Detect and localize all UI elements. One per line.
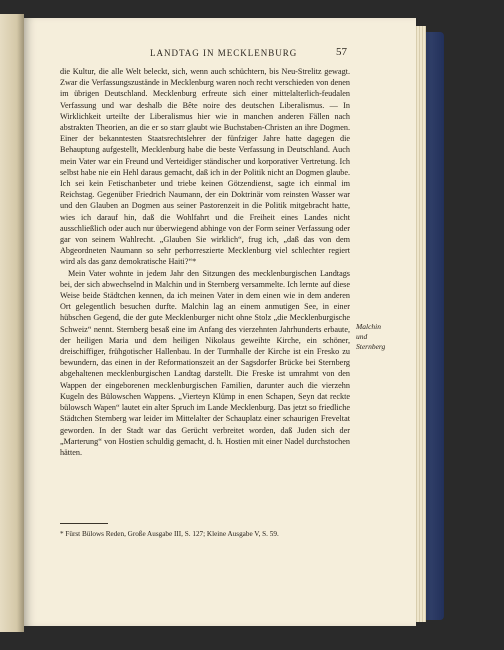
margin-note-line: Malchin <box>356 322 381 331</box>
paragraph-1: die Kultur, die alle Welt beleckt, sich, wenn auch schüchtern, bis Neu-Strelitz gewagt. Zwar die Verfassungszustände in Mecklenburg waren noch recht verschieden von denen im übrigen Deutschland. Mecklenburg erfreute sich einer mittelalterlich-feudalen Verfassung und war deshalb die Bête noire des deutschen Liberalismus. — In Wirklichkeit urteilte der Liberalismus hier wie in manchen anderen Fällen nach abstrakten Theorien, an die er so starr glaubt wie Buchstaben-Christen an ihre Dogmen. Einer der bekanntesten Staatsrechtslehrer der fünfziger Jahre hatte dagegen die Behauptung aufgestellt, Mecklenburg habe die beste Verfassung in Deutschland. Auch mein Vater war ein Freund und Verteidiger ständischer und korporativer Vertretung. Ich selbst habe nie ein Hehl daraus gemacht, daß ich in der Politik nicht an Dogmen glaube. Ich sei kein Fetischanbeter und triebe keinen Götzendienst, sagte ich einmal im Reichstag. Gegenüber Friedrich Naumann, der ein Doktrinär vom reinsten Wasser war und den Glauben an Dogmen aus seiner Pastorenzeit in die Politik mitgebracht hatte, wies ich darauf hin, daß die Wohlfahrt und die Freiheit eines Landes nicht ausschließlich oder auch nur überwiegend abhinge von der Form seiner Verfassung oder gar von seinem Wahlrecht. „Glauben Sie wirklich“, frug ich, „daß das von dem Abgeordneten Naumann so sehr perhorreszierte Mecklenburg viel schlechter regiert wird als das ganz demokratische Haiti?“* <box>60 67 350 267</box>
footnote: * Fürst Bülows Reden, Große Ausgabe III, S. 127; Kleine Ausgabe V, S. 59. <box>60 530 279 538</box>
left-page-edge <box>0 14 24 632</box>
running-head: LANDTAG IN MECKLENBURG <box>150 48 298 58</box>
margin-note <box>356 322 408 352</box>
margin-note-line: Sternberg <box>356 342 386 351</box>
page-number: 57 <box>336 46 347 58</box>
margin-note-line: und <box>356 332 368 341</box>
body-text <box>60 66 350 458</box>
paragraph-2: Mein Vater wohnte in jedem Jahr den Sitzungen des mecklenburgischen Landtags bei, der sich abwechselnd in Malchin und in Sternberg versammelte. Ich lernte auf diese Weise beide Städtchen kennen, da ich meinen Vater in dem einen wie in dem anderen Ort gelegentlich besuchen durfte. Malchin lag an einem anmutigen See, in einer hübschen Gegend, die der gute Mecklenburger nicht ohne Stolz „die Mecklenburgische Schweiz“ nennt. Sternberg besaß eine im Anfang des vierzehnten Jahrhunderts erbaute, der heiligen Maria und dem heiligen Nikolaus geweihte Kirche, ein schöner, dreischiffiger, frühgotischer Hallenbau. In der Turmhalle der Kirche ist ein Fresko zu bewundern, das einen in der Reformationszeit an der Sagsdorfer Brücke bei Sternberg abgehaltenen mecklenburgischen Landtag darstellt. Die Freske ist umrahmt von den Wappen der eingeborenen mecklenburgischen Familien, darunter auch die vierzehn Kugeln des Bülowschen Wappens. „Vierteyn Klümp in enen Schapen, Seyn dat reckte bülowsch Wapen“ lautet ein alter Spruch im Lande Mecklenburg. Das jetzt so friedliche Städtchen Sternberg war leider im Mittelalter der Schauplatz einer schaurigen Freveltat geworden. In der Stadt war das Gerücht verbreitet worden, daß Juden sich der „Marterung“ von Hostien schuldig gemacht, d. h. Hostien mit einer Nadel durchstochen hätten. <box>60 268 350 457</box>
footnote-rule <box>60 523 108 524</box>
